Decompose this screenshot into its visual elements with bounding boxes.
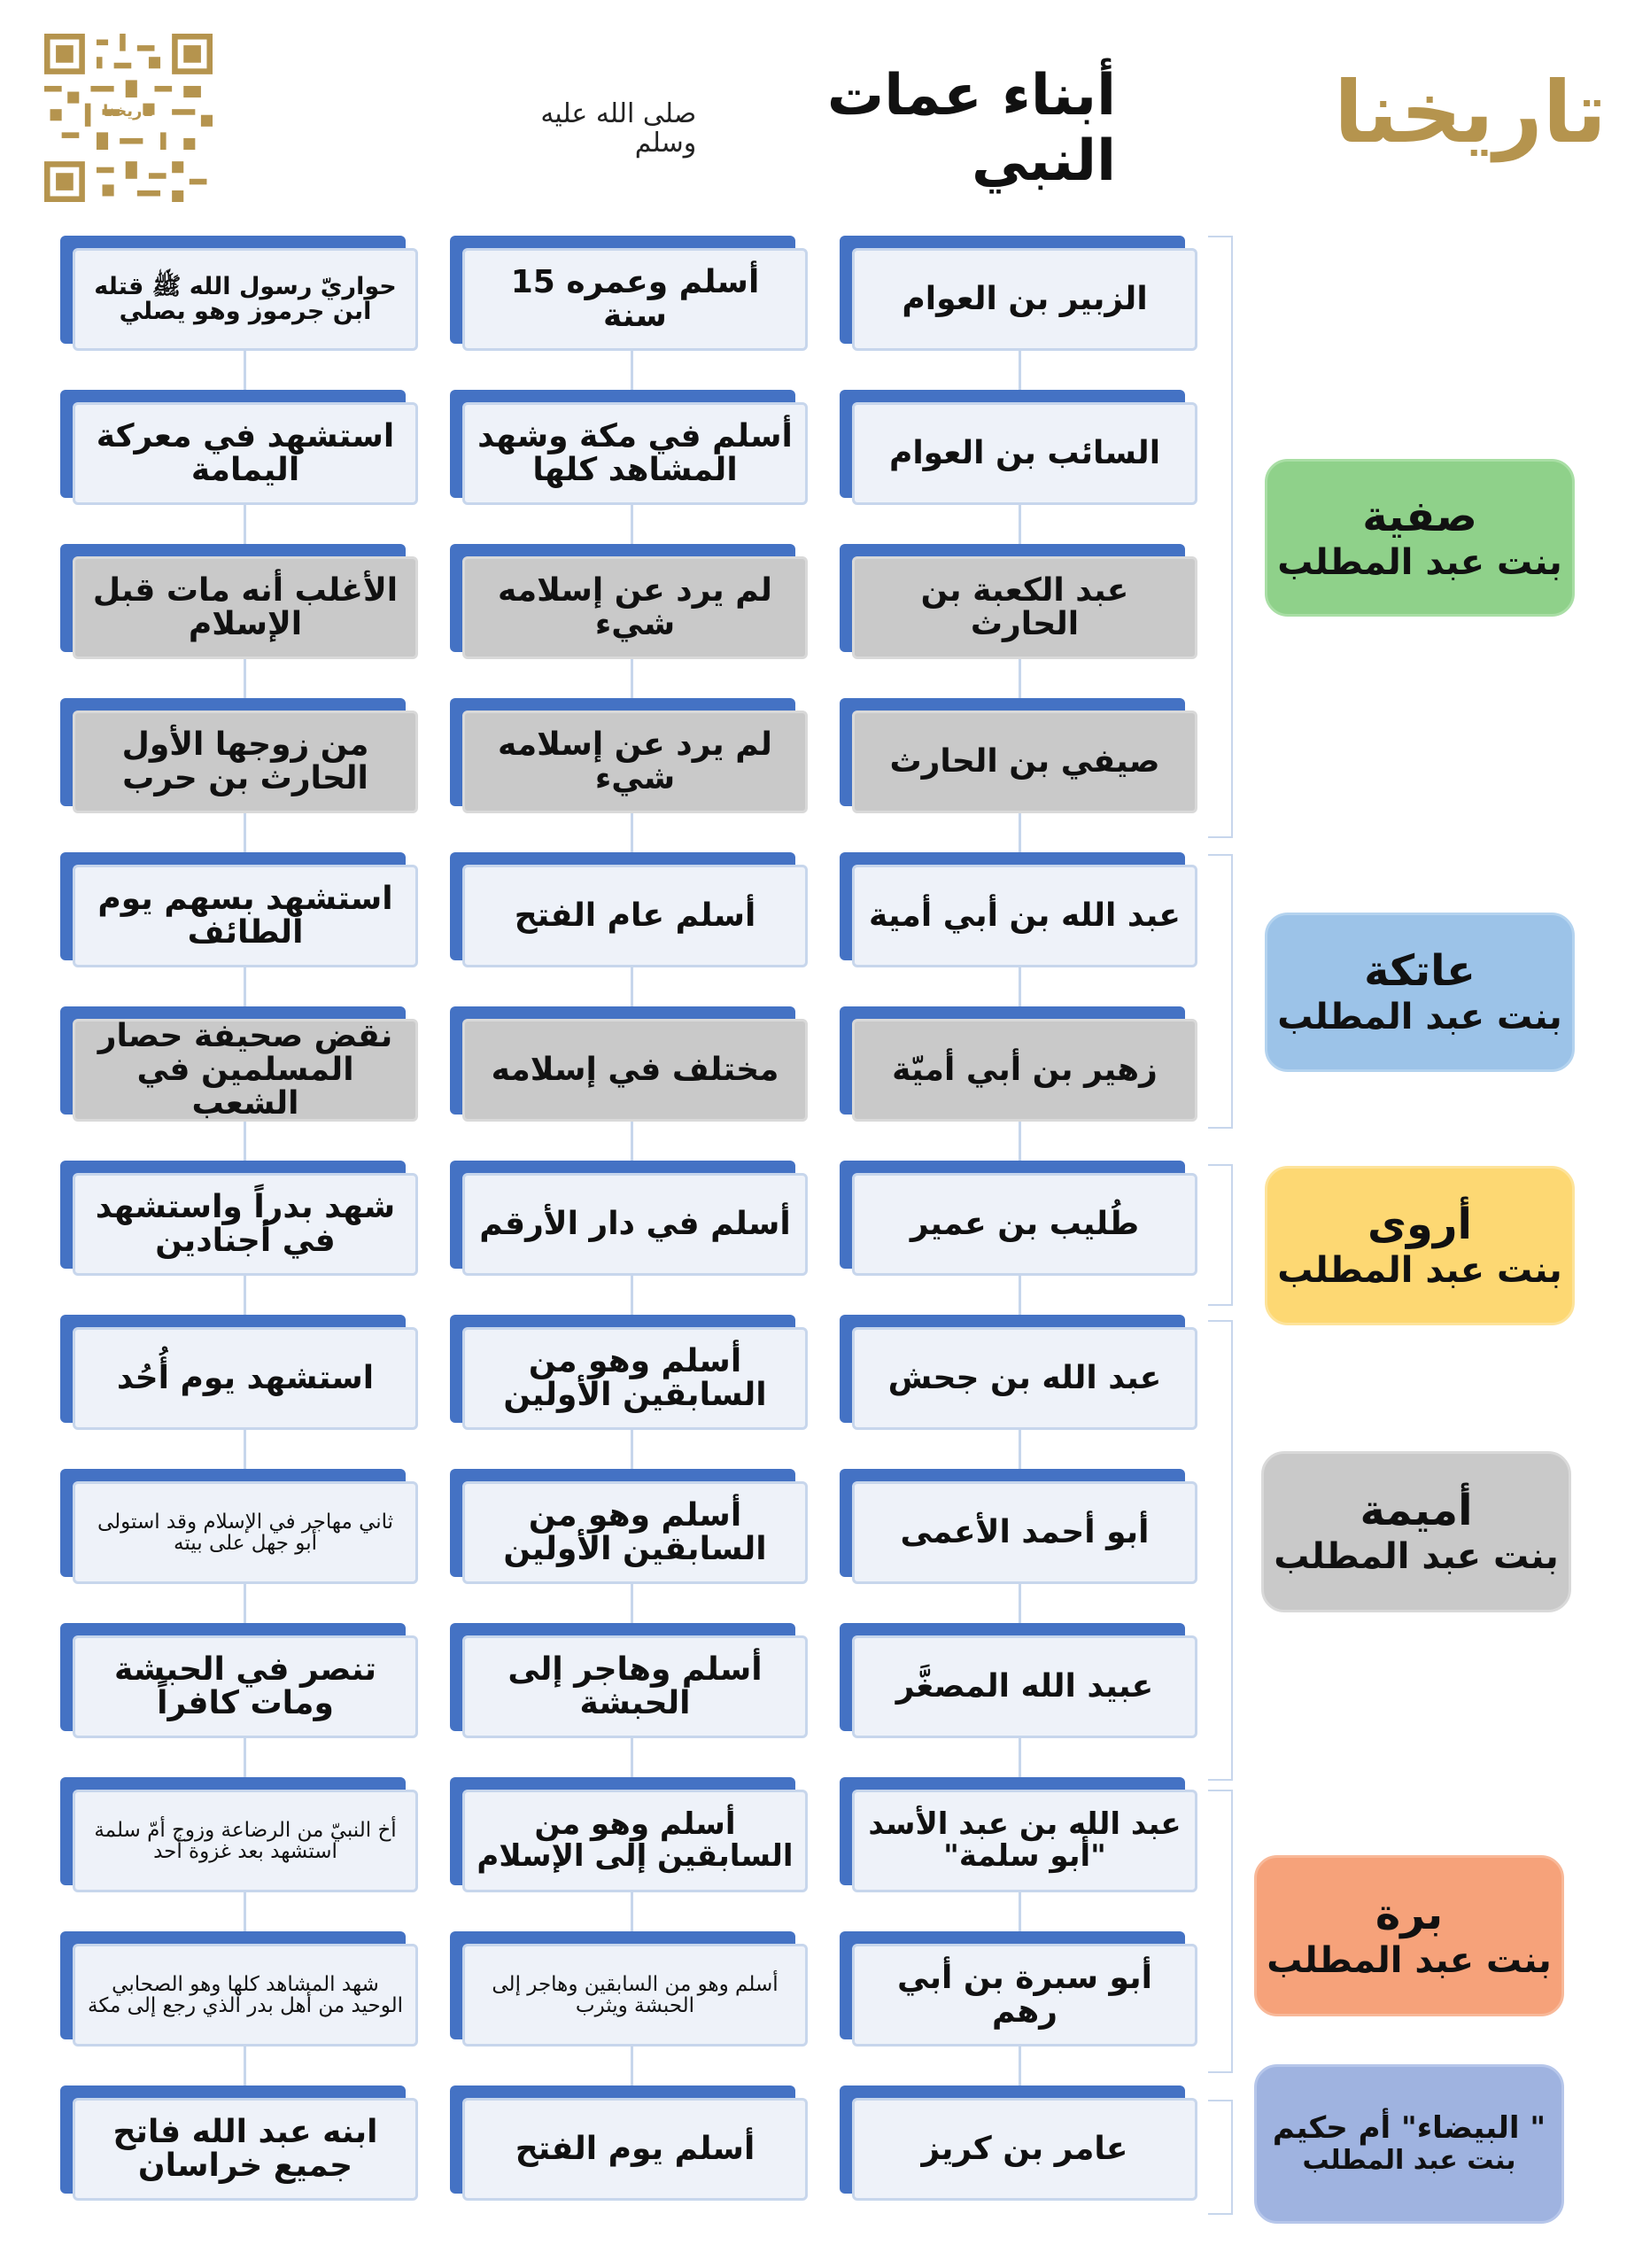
note-card bbox=[60, 544, 418, 659]
title-salutation: صلى الله عليه وسلم bbox=[540, 98, 697, 159]
aunt-name: " البيضاء" أم حكيم bbox=[1272, 2110, 1546, 2147]
note-text: أخ النبيّ من الرضاعة وزوج أمّ سلمة استشهد بعد غزوة أحد bbox=[73, 1790, 418, 1892]
islam-text: أسلم عام الفتح bbox=[462, 865, 808, 967]
aunt-sub: بنت عبد المطلب bbox=[1267, 1939, 1552, 1981]
islam-text: أسلم وعمره 15 سنة bbox=[462, 248, 808, 351]
son-card bbox=[840, 1161, 1197, 1276]
islam-text: أسلم في دار الأرقم bbox=[462, 1173, 808, 1276]
aunt-sub: بنت عبد المطلب bbox=[1277, 1249, 1562, 1291]
title-main: أبناء عمات النبي bbox=[826, 63, 1116, 194]
islam-text: لم يرد عن إسلامه شيء bbox=[462, 556, 808, 659]
islam-card bbox=[450, 1931, 808, 2047]
islam-text: أسلم يوم الفتح bbox=[462, 2098, 808, 2201]
note-text: من زوجها الأول الحارث بن حرب bbox=[73, 711, 418, 813]
son-name: الزبير بن العوام bbox=[852, 248, 1197, 351]
son-card bbox=[840, 1777, 1197, 1892]
note-text: استشهد في معركة اليمامة bbox=[73, 402, 418, 505]
note-card bbox=[60, 390, 418, 505]
islam-card bbox=[450, 1623, 808, 1738]
son-name: عبد الله بن عبد الأسد "أبو سلمة" bbox=[852, 1790, 1197, 1892]
note-text: نقض صحيفة حصار المسلمين في الشعب bbox=[73, 1019, 418, 1122]
islam-text: أسلم وهو من السابقين الأولين bbox=[462, 1481, 808, 1584]
qr-brand-text: تاريخنا bbox=[103, 102, 154, 120]
aunt-name: برة bbox=[1375, 1890, 1444, 1940]
note-card bbox=[60, 1469, 418, 1584]
note-card bbox=[60, 1777, 418, 1892]
son-card bbox=[840, 2085, 1197, 2201]
islam-card bbox=[450, 1469, 808, 1584]
note-card bbox=[60, 1006, 418, 1122]
aunt-name: أميمة bbox=[1360, 1486, 1473, 1536]
note-card bbox=[60, 1623, 418, 1738]
son-card bbox=[840, 1469, 1197, 1584]
islam-card bbox=[450, 2085, 808, 2201]
page-title bbox=[496, 63, 1116, 194]
son-card bbox=[840, 390, 1197, 505]
islam-text: أسلم وهو من السابقين إلى الإسلام bbox=[462, 1790, 808, 1892]
bracket-arwa bbox=[1208, 1164, 1233, 1306]
brand-logo bbox=[1334, 46, 1607, 179]
son-name: عبيد الله المصغَّر bbox=[852, 1635, 1197, 1738]
aunt-arwa bbox=[1265, 1166, 1575, 1325]
aunt-safiyya bbox=[1265, 459, 1575, 617]
note-text: تنصر في الحبشة ومات كافراً bbox=[73, 1635, 418, 1738]
son-name: عامر بن كريز bbox=[852, 2098, 1197, 2201]
bracket-baydaa bbox=[1208, 2100, 1233, 2215]
son-card bbox=[840, 544, 1197, 659]
islam-card bbox=[450, 698, 808, 813]
note-text: استشهد يوم أُحُد bbox=[73, 1327, 418, 1430]
son-card bbox=[840, 1931, 1197, 2047]
bracket-barra bbox=[1208, 1790, 1233, 2073]
bracket-atika bbox=[1208, 854, 1233, 1129]
bracket-safiyya bbox=[1208, 236, 1233, 838]
son-name: طُليب بن عمير bbox=[852, 1173, 1197, 1276]
note-text: ابنه عبد الله فاتح جميع خراسان bbox=[73, 2098, 418, 2201]
son-name: السائب بن العوام bbox=[852, 402, 1197, 505]
note-card bbox=[60, 1161, 418, 1276]
note-card bbox=[60, 236, 418, 351]
islam-text: أسلم وهو من السابقين الأولين bbox=[462, 1327, 808, 1430]
aunt-umayma bbox=[1261, 1451, 1571, 1612]
son-name: زهير بن أبي أميّة bbox=[852, 1019, 1197, 1122]
bracket-umayma bbox=[1208, 1320, 1233, 1781]
note-card bbox=[60, 1931, 418, 2047]
son-card bbox=[840, 1623, 1197, 1738]
islam-card bbox=[450, 1161, 808, 1276]
aunt-baydaa bbox=[1254, 2064, 1564, 2224]
aunt-name: عاتكة bbox=[1364, 946, 1476, 997]
note-text: حواريّ رسول الله ﷺ قتله ابن جرموز وهو يصلي bbox=[73, 248, 418, 351]
islam-text: أسلم في مكة وشهد المشاهد كلها bbox=[462, 402, 808, 505]
islam-card bbox=[450, 852, 808, 967]
note-card bbox=[60, 2085, 418, 2201]
islam-text: لم يرد عن إسلامه شيء bbox=[462, 711, 808, 813]
aunt-sub: بنت عبد المطلب bbox=[1274, 1535, 1559, 1577]
son-card bbox=[840, 1315, 1197, 1430]
son-card bbox=[840, 698, 1197, 813]
aunt-sub: بنت عبد المطلب bbox=[1277, 541, 1562, 583]
son-name: عبد الكعبة بن الحارث bbox=[852, 556, 1197, 659]
son-card bbox=[840, 852, 1197, 967]
aunt-atika bbox=[1265, 913, 1575, 1072]
son-name: عبد الله بن أبي أمية bbox=[852, 865, 1197, 967]
islam-card bbox=[450, 390, 808, 505]
note-text: ثاني مهاجر في الإسلام وقد استولى أبو جهل على بيته bbox=[73, 1481, 418, 1584]
islam-text: أسلم وهاجر إلى الحبشة bbox=[462, 1635, 808, 1738]
logo-text: تاريخنا bbox=[1334, 63, 1607, 162]
note-text: الأغلب أنه مات قبل الإسلام bbox=[73, 556, 418, 659]
son-name: أبو أحمد الأعمى bbox=[852, 1481, 1197, 1584]
islam-text: أسلم وهو من السابقين وهاجر إلى الحبشة ويثرب bbox=[462, 1944, 808, 2047]
note-card bbox=[60, 698, 418, 813]
islam-card bbox=[450, 1777, 808, 1892]
aunt-barra bbox=[1254, 1855, 1564, 2016]
son-card bbox=[840, 1006, 1197, 1122]
note-text: شهد المشاهد كلها وهو الصحابي الوحيد من أهل بدر الذي رجع إلى مكة bbox=[73, 1944, 418, 2047]
aunt-sub: بنت عبد المطلب bbox=[1277, 996, 1562, 1037]
son-card bbox=[840, 236, 1197, 351]
islam-card bbox=[450, 1006, 808, 1122]
son-name: عبد الله بن جحش bbox=[852, 1327, 1197, 1430]
aunt-name: أروى bbox=[1367, 1200, 1472, 1250]
note-card bbox=[60, 1315, 418, 1430]
note-card bbox=[60, 852, 418, 967]
note-text: استشهد بسهم يوم الطائف bbox=[73, 865, 418, 967]
islam-card bbox=[450, 1315, 808, 1430]
son-name: أبو سبرة بن أبي رهم bbox=[852, 1944, 1197, 2047]
aunt-sub: بنت عبد المطلب bbox=[1302, 2145, 1516, 2177]
islam-text: مختلف في إسلامه bbox=[462, 1019, 808, 1122]
son-name: صيفي بن الحارث bbox=[852, 711, 1197, 813]
islam-card bbox=[450, 544, 808, 659]
islam-card bbox=[450, 236, 808, 351]
note-text: شهد بدراً واستشهد في أجنادين bbox=[73, 1173, 418, 1276]
aunt-name: صفية bbox=[1362, 492, 1477, 542]
